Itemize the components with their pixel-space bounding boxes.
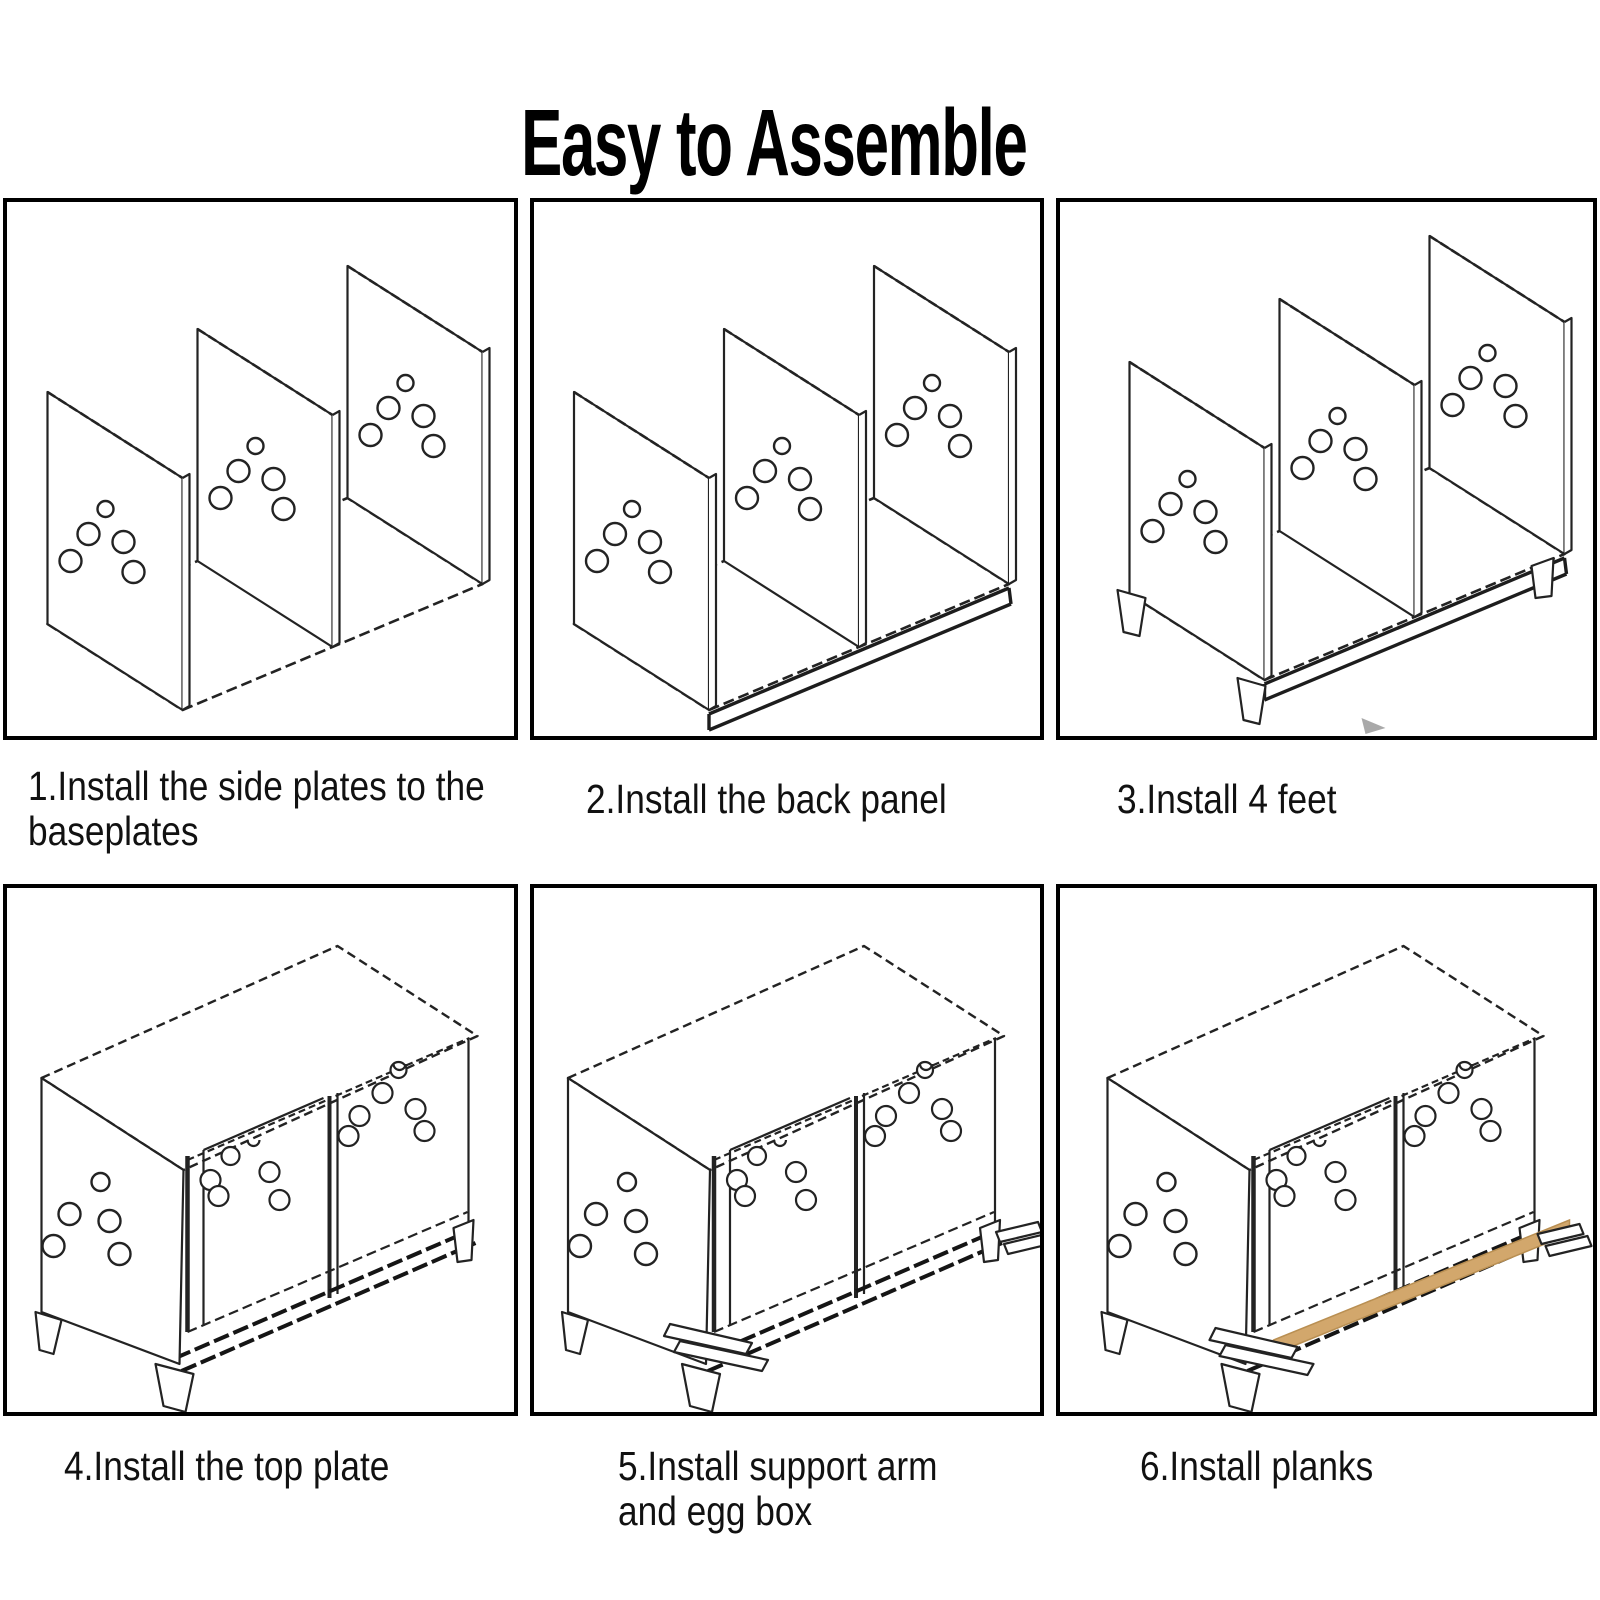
illustration-top-plate-installed — [7, 888, 514, 1412]
page-title — [0, 86, 1600, 201]
step-2-caption — [586, 777, 947, 822]
page-title-text: Easy to Assemble — [521, 90, 1027, 196]
step-2-panel — [530, 198, 1044, 740]
illustration-side-plates-on-baseplates — [7, 202, 514, 736]
left-foot — [1118, 590, 1146, 636]
step-6-panel — [1056, 884, 1597, 1416]
illustration-planks-installed — [1060, 888, 1593, 1412]
step-2-caption-line1: 2.Install the back panel — [586, 776, 947, 822]
step-1-caption-line2: baseplates — [28, 808, 199, 854]
step-1-caption — [28, 764, 485, 854]
step-1-panel — [3, 198, 518, 740]
right-support-arm — [1538, 1224, 1592, 1256]
step-4-caption-line1: 4.Install the top plate — [64, 1443, 390, 1489]
illustration-back-panel-installed — [534, 202, 1040, 736]
illustration-support-arm-and-egg-box — [534, 888, 1040, 1412]
step-3-panel — [1056, 198, 1597, 740]
illustration-four-feet-installed — [1060, 202, 1593, 736]
wooden-plank — [1274, 1220, 1570, 1354]
frame-with-feet-drawing — [1118, 236, 1572, 724]
step-5-caption — [618, 1444, 937, 1534]
step-3-caption-line1: 3.Install 4 feet — [1117, 776, 1337, 822]
cursor-arrow-artifact-icon — [1362, 718, 1386, 734]
step-6-caption-line1: 6.Install planks — [1140, 1443, 1374, 1489]
step-4-caption — [64, 1444, 389, 1489]
step-4-panel — [3, 884, 518, 1416]
side-plates-drawing — [574, 266, 1016, 710]
step-5-panel — [530, 884, 1044, 1416]
right-foot — [1532, 558, 1554, 598]
step-6-caption — [1140, 1444, 1373, 1489]
step-3-caption — [1117, 777, 1337, 822]
step-1-caption-line1: 1.Install the side plates to the — [28, 763, 485, 809]
step-5-caption-line2: and egg box — [618, 1488, 813, 1534]
right-support-arm — [996, 1222, 1040, 1254]
side-plates-drawing — [48, 266, 490, 710]
step-5-caption-line1: 5.Install support arm — [618, 1443, 938, 1489]
cabinet-drawing — [562, 946, 1004, 1412]
cabinet-drawing — [36, 946, 478, 1412]
cabinet-drawing — [1102, 946, 1544, 1412]
front-foot — [1238, 678, 1266, 724]
